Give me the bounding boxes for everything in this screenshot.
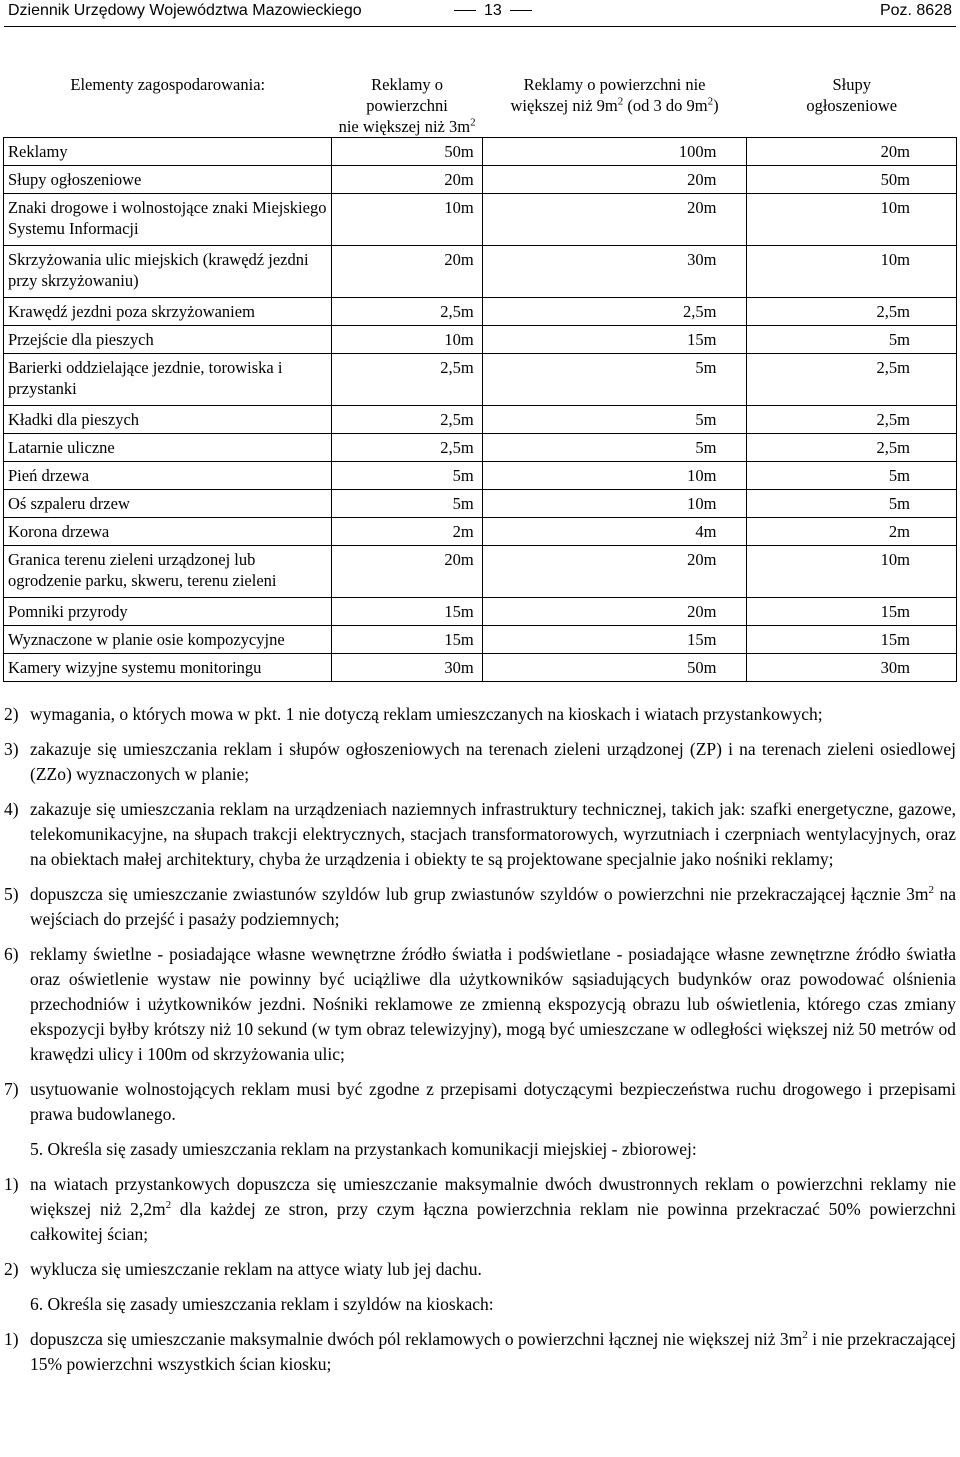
value-ads-9m: 100m bbox=[482, 138, 747, 166]
value-ads-9m: 5m bbox=[482, 354, 747, 406]
distance-table bbox=[3, 72, 957, 682]
value-posts: 5m bbox=[747, 326, 957, 354]
value-ads-3m: 2m bbox=[332, 518, 482, 546]
table-row bbox=[4, 434, 957, 462]
value-ads-9m: 20m bbox=[482, 598, 747, 626]
value-ads-3m: 2,5m bbox=[332, 298, 482, 326]
row-label: Korona drzewa bbox=[4, 518, 332, 546]
list-item: 7) usytuowanie wolnostojących reklam musi być zgodne z przepisami dotyczącymi bezpieczeństwa ruchu drogowego i przepisami prawa budowlanego. bbox=[4, 1079, 956, 1124]
value-posts: 10m bbox=[747, 246, 957, 298]
column-header-elements: Elementy zagospodarowania: bbox=[70, 75, 266, 94]
value-ads-9m: 15m bbox=[482, 326, 747, 354]
list-item: 4) zakazuje się umieszczania reklam na urządzeniach naziemnych infrastruktury technicznej, takich jak: szafki energetyczne, gazowe, telekomunikacyjne, na słupach trakcji elektrycznych, stacjach transformatorowych, wyrzutniach i czerpniach wentylacyjnych, oraz na obiektach małej architektury, chyba że urządzenia i obiekty te są projektowane specjalnie jako nośniki reklamy; bbox=[4, 799, 956, 869]
row-label: Kładki dla pieszych bbox=[4, 406, 332, 434]
value-posts: 5m bbox=[747, 490, 957, 518]
table-row bbox=[4, 354, 957, 406]
list-item: 2) wyklucza się umieszczanie reklam na attyce wiaty lub jej dachu. bbox=[4, 1259, 482, 1279]
value-posts: 50m bbox=[747, 166, 957, 194]
list-item: 2) wymagania, o których mowa w pkt. 1 nie dotyczą reklam umieszczanych na kioskach i wiatach przystankowych; bbox=[4, 704, 823, 724]
value-ads-3m: 20m bbox=[332, 546, 482, 598]
table-row bbox=[4, 490, 957, 518]
value-ads-3m: 20m bbox=[332, 166, 482, 194]
value-posts: 15m bbox=[747, 626, 957, 654]
value-ads-3m: 5m bbox=[332, 490, 482, 518]
row-label: Kamery wizyjne systemu monitoringu bbox=[4, 654, 332, 682]
list-item: 1) dopuszcza się umieszczanie maksymalnie dwóch pól reklamowych o powierzchni łącznej nie większej niż $3m^2$ i nie przekraczającej 15% powierzchni wszystkich ścian kiosku; bbox=[4, 1329, 956, 1374]
value-posts: 2,5m bbox=[747, 406, 957, 434]
value-ads-3m: 15m bbox=[332, 626, 482, 654]
row-label: Latarnie uliczne bbox=[4, 434, 332, 462]
value-ads-3m: 2,5m bbox=[332, 434, 482, 462]
table-row bbox=[4, 326, 957, 354]
table-row bbox=[4, 598, 957, 626]
row-label: Krawędź jezdni poza skrzyżowaniem bbox=[4, 298, 332, 326]
value-ads-3m: 2,5m bbox=[332, 406, 482, 434]
table-row bbox=[4, 246, 957, 298]
value-posts: 20m bbox=[747, 138, 957, 166]
value-ads-9m: 50m bbox=[482, 654, 747, 682]
value-ads-3m: 10m bbox=[332, 194, 482, 246]
section-6-title: 6. Określa się zasady umieszczania reklam i szyldów na kioskach: bbox=[30, 1294, 494, 1314]
value-ads-9m: 10m bbox=[482, 490, 747, 518]
table-row bbox=[4, 546, 957, 598]
journal-title: Dziennik Urzędowy Województwa Mazowieckiego bbox=[8, 2, 362, 19]
value-posts: 15m bbox=[747, 598, 957, 626]
value-ads-9m: 5m bbox=[482, 406, 747, 434]
table-header-row bbox=[4, 72, 957, 138]
value-ads-3m: 50m bbox=[332, 138, 482, 166]
value-posts: 30m bbox=[747, 654, 957, 682]
table-row bbox=[4, 166, 957, 194]
table-row bbox=[4, 406, 957, 434]
list-item: 1) na wiatach przystankowych dopuszcza się umieszczanie maksymalnie dwóch dwustronnych reklam o powierzchni reklamy nie większej niż $2,2m^2$ dla każdej ze stron, przy czym łączna powierzchnia reklam nie powinna przekraczać 50% powierzchni całkowitej ścian; bbox=[4, 1174, 957, 1244]
list-item: 5) dopuszcza się umieszczanie zwiastunów szyldów lub grup zwiastunów szyldów o powierzchni nie przekraczającej łącznie $3m^2$ na wejściach do przejść i pasaży podziemnych; bbox=[4, 884, 956, 929]
list-item: 3) zakazuje się umieszczania reklam i słupów ogłoszeniowych na terenach zieleni urządzonej (ZP) i na terenach zieleni osiedlowej (ZZo) wyznaczonych w planie; bbox=[4, 739, 956, 784]
value-ads-3m: 2,5m bbox=[332, 354, 482, 406]
row-label: Skrzyżowania ulic miejskich (krawędź jezdni przy skrzyżowaniu) bbox=[4, 246, 332, 298]
page-header bbox=[4, 0, 956, 27]
value-ads-3m: 30m bbox=[332, 654, 482, 682]
value-ads-9m: 20m bbox=[482, 166, 747, 194]
table-row bbox=[4, 298, 957, 326]
page-number: 13 bbox=[446, 2, 540, 20]
column-header-ads-3m: Reklamy o powierzchni nie większej niż $3m^2$ bbox=[338, 75, 476, 136]
table-row bbox=[4, 194, 957, 246]
value-posts: 2,5m bbox=[747, 354, 957, 406]
value-posts: 10m bbox=[747, 194, 957, 246]
table-row bbox=[4, 654, 957, 682]
row-label: Słupy ogłoszeniowe bbox=[4, 166, 332, 194]
value-ads-9m: 15m bbox=[482, 626, 747, 654]
value-ads-9m: 20m bbox=[482, 546, 747, 598]
row-label: Pomniki przyrody bbox=[4, 598, 332, 626]
table-row bbox=[4, 462, 957, 490]
value-ads-9m: 30m bbox=[482, 246, 747, 298]
table-row bbox=[4, 138, 957, 166]
row-label: Barierki oddzielające jezdnie, torowiska i przystanki bbox=[4, 354, 332, 406]
value-ads-3m: 15m bbox=[332, 598, 482, 626]
row-label: Wyznaczone w planie osie kompozycyjne bbox=[4, 626, 332, 654]
section-5-title: 5. Określa się zasady umieszczania reklam na przystankach komunikacji miejskiej - zbiorowej: bbox=[30, 1139, 697, 1159]
value-posts: 2,5m bbox=[747, 434, 957, 462]
column-header-posts: Słupy ogłoszeniowe bbox=[806, 75, 898, 115]
value-ads-3m: 10m bbox=[332, 326, 482, 354]
table-row bbox=[4, 518, 957, 546]
row-label: Reklamy bbox=[4, 138, 332, 166]
row-label: Znaki drogowe i wolnostojące znaki Miejskiego Systemu Informacji bbox=[4, 194, 332, 246]
value-ads-9m: 20m bbox=[482, 194, 747, 246]
value-ads-9m: 4m bbox=[482, 518, 747, 546]
column-header-ads-9m: Reklamy o powierzchni nie większej niż $9m^2$ (od 3 do $9m^2$) bbox=[510, 75, 719, 115]
value-posts: 2m bbox=[747, 518, 957, 546]
row-label: Przejście dla pieszych bbox=[4, 326, 332, 354]
table-row bbox=[4, 626, 957, 654]
value-ads-3m: 20m bbox=[332, 246, 482, 298]
value-posts: 5m bbox=[747, 462, 957, 490]
list-item: 6) reklamy świetlne - posiadające własne wewnętrzne źródło światła i podświetlane - posiadające własne zewnętrzne źródło światła oraz oświetlenie wystaw nie powinny być uciążliwe dla użytkowników sąsiadujących budynków oraz powodować olśnienia przechodniów i użytkowników jezdni. Nośniki reklamowe ze zmienną ekspozycją obrazu lub oświetlenia, którego czas zmiany ekspozycji byłby krótszy niż 10 sekund (w tym obraz telewizyjny), mogą być umieszczane w odległości większej niż 50 metrów od krawędzi ulicy i 100m od skrzyżowania ulic; bbox=[4, 944, 956, 1064]
value-posts: 10m bbox=[747, 546, 957, 598]
regulation-text bbox=[4, 702, 956, 1387]
row-label: Pień drzewa bbox=[4, 462, 332, 490]
value-ads-3m: 5m bbox=[332, 462, 482, 490]
value-ads-9m: 10m bbox=[482, 462, 747, 490]
value-ads-9m: 2,5m bbox=[482, 298, 747, 326]
position-number: Poz. 8628 bbox=[879, 2, 952, 19]
value-ads-9m: 5m bbox=[482, 434, 747, 462]
value-posts: 2,5m bbox=[747, 298, 957, 326]
row-label: Granica terenu zieleni urządzonej lub ogrodzenie parku, skweru, terenu zieleni bbox=[4, 546, 332, 598]
row-label: Oś szpaleru drzew bbox=[4, 490, 332, 518]
